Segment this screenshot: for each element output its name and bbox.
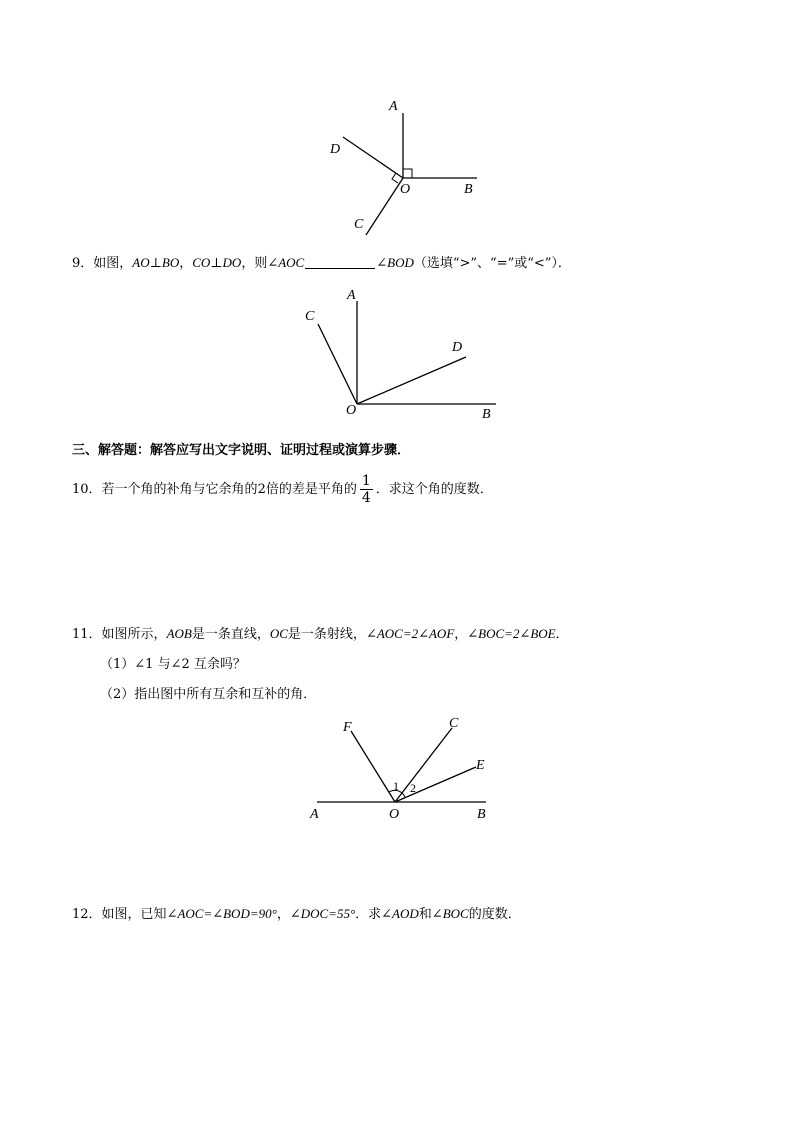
question-11: 11．如图所示，AOB是一条直线，OC是一条射线，∠AOC=2∠AOF，∠BOC=2∠BOE． <box>72 626 569 642</box>
label-C: C <box>449 716 459 731</box>
label-E: E <box>476 758 485 773</box>
question-9: 9．如图，AO⊥BO，CO⊥DO，则∠AOC ∠BOD（选填“>”、“=”或“<”）． <box>72 255 571 271</box>
label-F: F <box>343 720 352 735</box>
question-12: 12．如图，已知∠AOC=∠BOD=90°，∠DOC=55°．求∠AOD和∠BOC的度数． <box>72 906 521 922</box>
label-O: O <box>389 807 400 822</box>
label-2: 2 <box>410 781 416 795</box>
ray-OE <box>395 767 476 802</box>
label-1: 1 <box>393 779 399 793</box>
q11-number: 11． <box>72 627 102 642</box>
q10-number: 10． <box>72 482 102 497</box>
label-B: B <box>477 807 486 822</box>
question-11-part-2: （2）指出图中所有互余和互补的角． <box>100 687 317 702</box>
label-O: O <box>400 182 411 197</box>
q9-number: 9． <box>72 256 94 271</box>
label-A: A <box>347 288 356 303</box>
question-10: 10．若一个角的补角与它余角的2倍的差是平角的 $\frac{1}{4}$ ．求这个角的度数． <box>72 473 493 506</box>
q12-number: 12． <box>72 907 102 922</box>
label-C: C <box>305 309 315 324</box>
label-B: B <box>464 182 473 197</box>
angle-arc-2 <box>402 793 405 797</box>
label-A: A <box>389 99 398 114</box>
section-3-heading: 三、解答题：解答应写出文字说明、证明过程或演算步骤． <box>72 443 411 458</box>
ray-OF <box>351 731 395 802</box>
label-C: C <box>354 217 364 232</box>
label-D: D <box>452 340 463 355</box>
question-11-part-1: （1）∠1 与∠2 互余吗？ <box>100 657 246 672</box>
label-O: O <box>346 403 357 418</box>
label-D: D <box>330 142 341 157</box>
ray-OC <box>395 728 452 802</box>
fraction-one-quarter: $\frac{1}{4}$ <box>361 473 371 506</box>
label-A: A <box>310 807 319 822</box>
label-B: B <box>482 407 491 422</box>
